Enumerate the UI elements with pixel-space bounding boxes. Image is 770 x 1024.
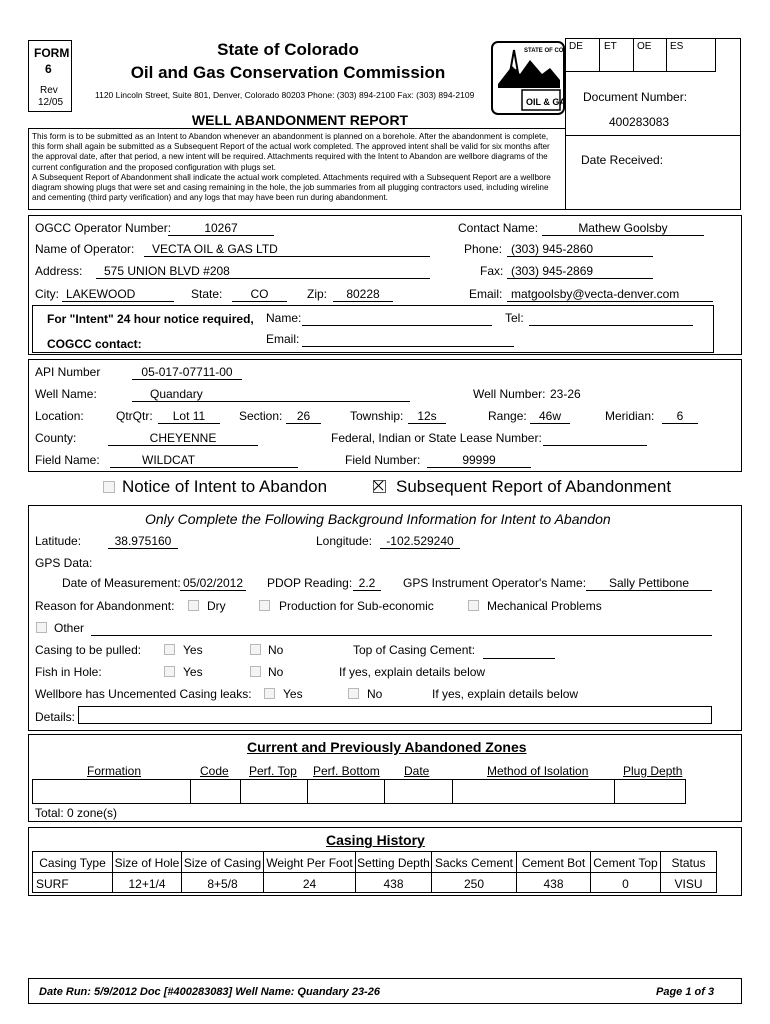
- field-number-label: Field Number:: [345, 453, 421, 467]
- contact-name: Mathew Goolsby: [542, 221, 704, 236]
- zone-cell-divider: [614, 779, 615, 804]
- latitude-label: Latitude:: [35, 534, 82, 548]
- uncemented-no-checkbox[interactable]: [348, 688, 359, 699]
- logo-text-top: STATE OF COL: [524, 48, 566, 54]
- form-label: FORM: [34, 46, 70, 60]
- casing-col-header: Setting Depth: [355, 851, 432, 873]
- document-number: 400283083: [609, 115, 670, 129]
- commission-address: 1120 Lincoln Street, Suite 801, Denver, Colorado 80203 Phone: (303) 894-2100 Fax: (303) 894-2109: [95, 90, 475, 100]
- zone-cell-divider: [452, 779, 453, 804]
- cogcc-email-field[interactable]: [302, 346, 514, 347]
- casing-col-header: Size of Casing: [181, 851, 264, 873]
- routing-label: ET: [604, 41, 617, 52]
- casing-cell: 0: [590, 872, 661, 893]
- no-label: No: [367, 687, 383, 701]
- township: 12s: [408, 409, 446, 424]
- zones-col-formation: Formation: [87, 764, 142, 778]
- rev-date: 12/05: [38, 97, 64, 108]
- subsequent-label: Subsequent Report of Abandonment: [396, 477, 672, 496]
- date-measurement: 05/02/2012: [180, 576, 246, 591]
- fish-yes-checkbox[interactable]: [164, 666, 175, 677]
- logo-text-bottom: OIL & GA: [526, 97, 566, 107]
- details-label: Details:: [35, 710, 76, 724]
- date-measurement-label: Date of Measurement:: [62, 576, 181, 590]
- lease-number-field[interactable]: [543, 445, 647, 446]
- well-name-label: Well Name:: [35, 387, 97, 401]
- township-label: Township:: [350, 409, 404, 423]
- zones-col-method: Method of Isolation: [487, 764, 589, 778]
- no-label: No: [268, 643, 284, 657]
- zone-cell-divider: [190, 779, 191, 804]
- range-label: Range:: [488, 409, 527, 423]
- zone-cell-divider: [240, 779, 241, 804]
- email-label: Email:: [469, 287, 503, 301]
- routing-label: ES: [670, 41, 684, 52]
- city-label: City:: [35, 287, 59, 301]
- zone-row: [32, 779, 686, 804]
- zone-cell-divider: [307, 779, 308, 804]
- routing-label: DE: [569, 41, 583, 52]
- operator-name-label: Name of Operator:: [35, 242, 135, 256]
- reason-label: Reason for Abandonment:: [35, 599, 175, 613]
- form-number: 6: [45, 62, 52, 76]
- fish-label: Fish in Hole:: [35, 665, 102, 679]
- address: 575 UNION BLVD #208: [96, 264, 430, 279]
- operator-number-label: OGCC Operator Number:: [35, 221, 172, 235]
- casing-col-header: Weight Per Foot: [263, 851, 356, 873]
- yes-label: Yes: [283, 687, 303, 701]
- top-casing-cement-field[interactable]: [483, 658, 555, 659]
- well-number-label: Well Number:: [473, 387, 546, 401]
- divider: [565, 135, 741, 136]
- location-label: Location:: [35, 409, 84, 423]
- state: CO: [232, 287, 287, 302]
- casing-cell: SURF: [32, 872, 113, 893]
- field-name: WILDCAT: [110, 453, 298, 468]
- uncemented-yes-checkbox[interactable]: [264, 688, 275, 699]
- rev-label: Rev: [40, 85, 58, 96]
- cogcc-tel-label: Tel:: [505, 311, 524, 325]
- api-number: 05-017-07711-00: [132, 365, 242, 380]
- api-label: API Number: [35, 365, 101, 379]
- casing-cell: VISU: [660, 872, 717, 893]
- field-name-label: Field Name:: [35, 453, 100, 467]
- colorado-oil-gas-logo: [490, 40, 566, 116]
- pdop-reading: 2.2: [353, 576, 381, 591]
- zip: 80228: [333, 287, 393, 302]
- county: CHEYENNE: [108, 431, 258, 446]
- state-label: State:: [191, 287, 223, 301]
- phone: (303) 945-2860: [507, 242, 653, 257]
- contact-name-label: Contact Name:: [458, 221, 539, 235]
- casing-cell: 250: [431, 872, 517, 893]
- other-checkbox[interactable]: [36, 622, 47, 633]
- address-label: Address:: [35, 264, 83, 278]
- explain-label: If yes, explain details below: [339, 665, 486, 679]
- casing-col-header: Sacks Cement: [431, 851, 517, 873]
- uncemented-label: Wellbore has Uncemented Casing leaks:: [35, 687, 252, 701]
- latitude: 38.975160: [108, 534, 178, 549]
- gps-operator-label: GPS Instrument Operator's Name:: [403, 576, 587, 590]
- fax-label: Fax:: [480, 264, 504, 278]
- meridian: 6: [662, 409, 698, 424]
- zip-label: Zip:: [307, 287, 328, 301]
- yes-label: Yes: [183, 643, 203, 657]
- casing-cell: 12+1/4: [112, 872, 182, 893]
- subsequent-checkbox[interactable]: [373, 480, 386, 493]
- casing-cell: 438: [355, 872, 432, 893]
- casing-col-header: Cement Bot: [516, 851, 591, 873]
- report-title: WELL ABANDONMENT REPORT: [191, 112, 409, 128]
- cogcc-tel-field[interactable]: [529, 325, 693, 326]
- casing-col-header: Cement Top: [590, 851, 661, 873]
- lease-label: Federal, Indian or State Lease Number:: [331, 431, 542, 445]
- production-checkbox[interactable]: [259, 600, 270, 611]
- gps-operator: Sally Pettibone: [586, 576, 712, 591]
- fish-no-checkbox[interactable]: [250, 666, 261, 677]
- commission-title: Oil and Gas Conservation Commission: [130, 63, 446, 82]
- footer-page: Page 1 of 3: [656, 986, 715, 998]
- routing-label: OE: [637, 41, 652, 52]
- well-number: 23-26: [550, 387, 581, 401]
- well-name: Quandary: [132, 387, 410, 402]
- qtrqtr: Lot 11: [158, 409, 220, 424]
- zones-total: Total: 0 zone(s): [35, 806, 118, 820]
- document-number-label: Document Number:: [583, 90, 688, 104]
- range: 46w: [530, 409, 570, 424]
- cogcc-name-label: Name:: [266, 311, 302, 325]
- dry-checkbox[interactable]: [188, 600, 199, 611]
- cogcc-contact-label: COGCC contact:: [47, 337, 142, 351]
- field-number: 99999: [427, 453, 531, 468]
- county-label: County:: [35, 431, 77, 445]
- state-title: State of Colorado: [217, 40, 359, 59]
- intent-label: Notice of Intent to Abandon: [122, 477, 328, 496]
- casing-pulled-label: Casing to be pulled:: [35, 643, 142, 657]
- mechanical-checkbox[interactable]: [468, 600, 479, 611]
- casing-col-header: Status: [660, 851, 717, 873]
- zones-col-perf-bottom: Perf. Bottom: [313, 764, 380, 778]
- casing-pulled-no-checkbox[interactable]: [250, 644, 261, 655]
- casing-col-header: Casing Type: [32, 851, 113, 873]
- section: 26: [286, 409, 321, 424]
- zones-title: Current and Previously Abandoned Zones: [247, 739, 527, 755]
- zones-col-perf-top: Perf. Top: [249, 764, 297, 778]
- longitude-label: Longitude:: [316, 534, 373, 548]
- no-label: No: [268, 665, 284, 679]
- zones-col-plug-depth: Plug Depth: [623, 764, 683, 778]
- section-label: Section:: [239, 409, 283, 423]
- operator-number: 10267: [168, 221, 274, 236]
- other-field[interactable]: [91, 635, 712, 636]
- date-received-label: Date Received:: [581, 153, 664, 167]
- casing-col-header: Size of Hole: [112, 851, 182, 873]
- instructions-text: This form is to be submitted as an Intent to Abandon whenever an abandonment is planned on a borehole. After the abandonment is complete, this form shall again be submitted as a Subsequent Report of the actual work completed. The approved intent shall be valid for six months after the approval date, after that period, a new intent will be required. Attachments required with the Intent to Abandon are wellbore diagrams of the current configuration and the proposed configuration with plugs set. A Subsequent Report of Abandonment shall indicate the actual work completed. Attachments required with a Subsequent Report are a wellbore diagram showing plugs that were set and casing remaining in the hole, the job summaries from all plugging contractors used, including wireline and cementing (third party verification) and any logs that may have been run during abandonment.: [32, 132, 551, 203]
- mechanical-label: Mechanical Problems: [487, 599, 602, 613]
- explain-label: If yes, explain details below: [432, 687, 579, 701]
- casing-cell: 438: [516, 872, 591, 893]
- top-casing-cement-label: Top of Casing Cement:: [353, 643, 476, 657]
- production-label: Production for Sub-economic: [279, 599, 434, 613]
- intent-checkbox[interactable]: [103, 481, 115, 493]
- zones-col-date: Date: [404, 764, 430, 778]
- pdop-label: PDOP Reading:: [267, 576, 353, 590]
- email: matgoolsby@vecta-denver.com: [507, 287, 713, 302]
- gps-label: GPS Data:: [35, 556, 93, 570]
- zone-cell-divider: [384, 779, 385, 804]
- longitude: -102.529240: [380, 534, 460, 549]
- zones-col-code: Code: [200, 764, 229, 778]
- phone-label: Phone:: [464, 242, 503, 256]
- qtrqtr-label: QtrQtr:: [116, 409, 153, 423]
- footer-run-info: Date Run: 5/9/2012 Doc [#400283083] Well Name: Quandary 23-26: [39, 986, 380, 998]
- background-title: Only Complete the Following Background Information for Intent to Abandon: [145, 511, 611, 527]
- other-label: Other: [54, 621, 85, 635]
- operator-name: VECTA OIL & GAS LTD: [144, 242, 430, 257]
- city: LAKEWOOD: [62, 287, 174, 302]
- meridian-label: Meridian:: [605, 409, 655, 423]
- fax: (303) 945-2869: [507, 264, 653, 279]
- casing-title: Casing History: [326, 832, 425, 848]
- casing-cell: 24: [263, 872, 356, 893]
- details-field[interactable]: [78, 706, 712, 724]
- intent-notice: For "Intent" 24 hour notice required,: [47, 312, 254, 326]
- casing-pulled-yes-checkbox[interactable]: [164, 644, 175, 655]
- cogcc-email-label: Email:: [266, 332, 300, 346]
- casing-cell: 8+5/8: [181, 872, 264, 893]
- yes-label: Yes: [183, 665, 203, 679]
- dry-label: Dry: [207, 599, 226, 613]
- cogcc-name-field[interactable]: [302, 325, 492, 326]
